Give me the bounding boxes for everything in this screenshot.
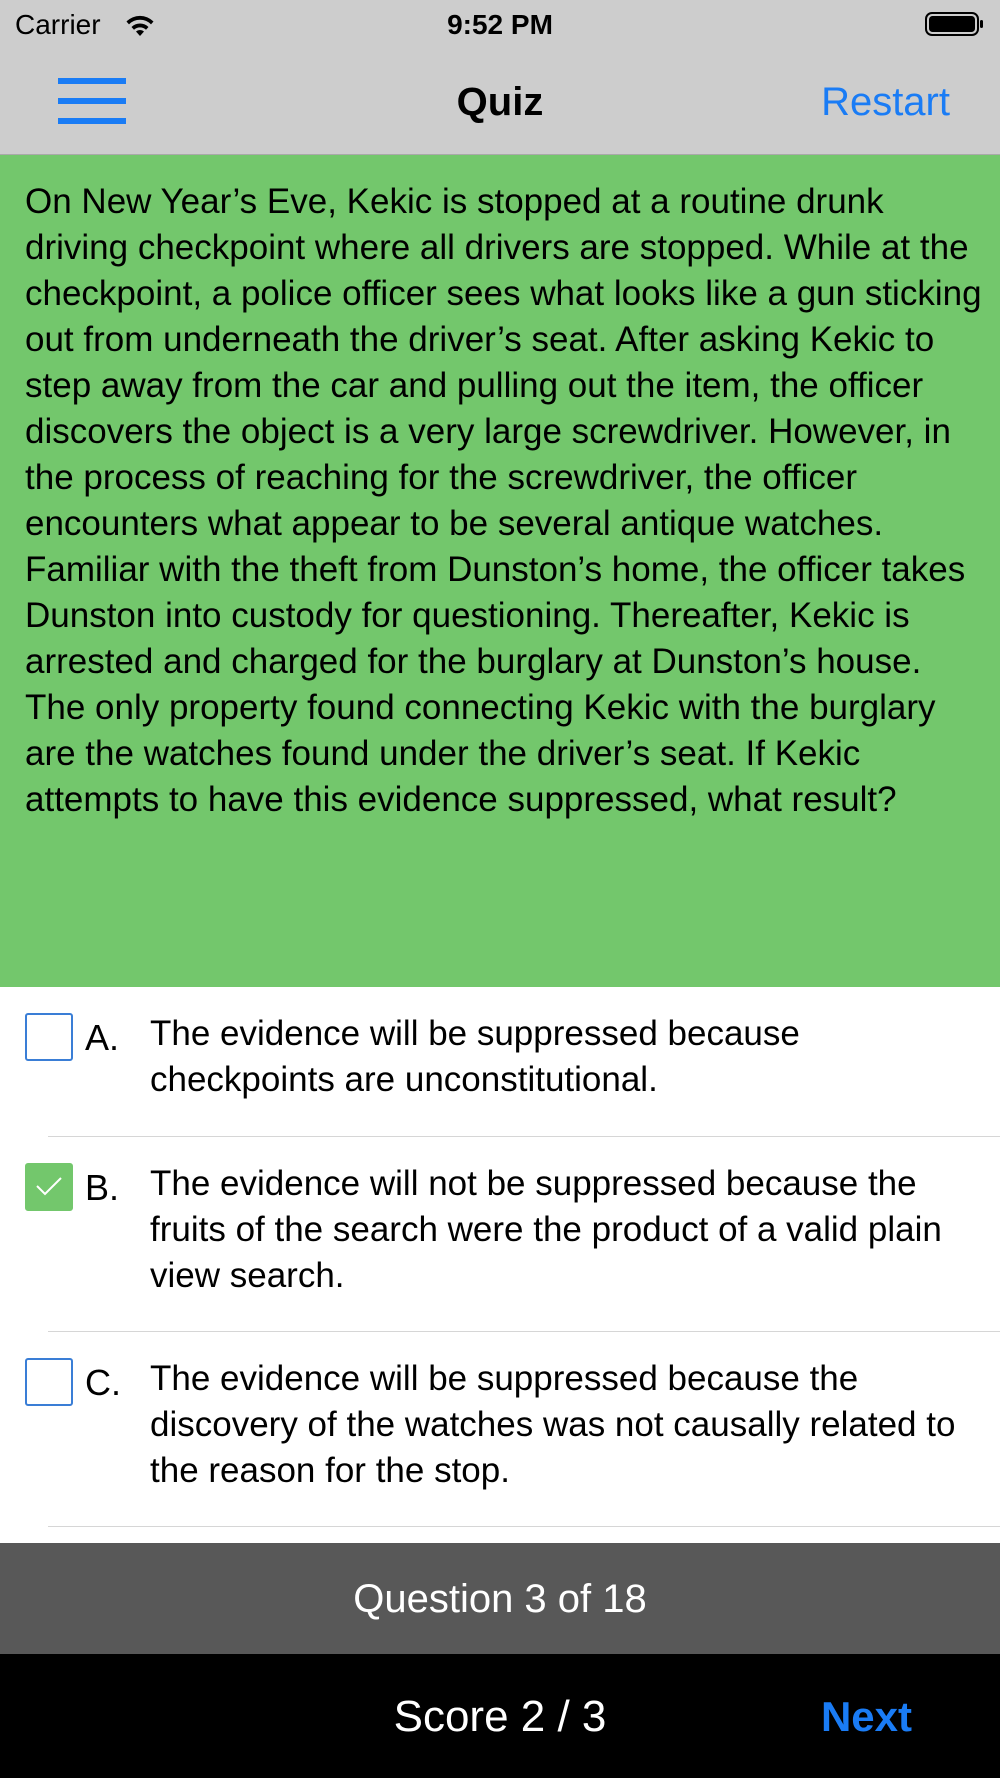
page-title: Quiz — [456, 80, 544, 124]
checkmark-icon — [35, 1175, 63, 1197]
answer-text: The evidence will be suppressed because checkpoints are unconstitutional. — [150, 1014, 800, 1099]
navigation-bar — [0, 50, 1000, 155]
answer-text: The evidence will not be suppressed because the fruits of the search were the product of a valid plain view search. — [150, 1164, 942, 1295]
checkbox-unchecked-icon[interactable] — [25, 1013, 73, 1061]
answer-option-b[interactable] — [0, 1137, 1000, 1332]
status-bar — [0, 0, 1000, 50]
answer-text: The evidence will be suppressed because the discovery of the watches was not causally related to the reason for the stop. — [150, 1359, 956, 1490]
carrier-label: Carrier — [15, 9, 101, 40]
checkbox-checked-icon[interactable] — [25, 1163, 73, 1211]
status-time: 9:52 PM — [447, 9, 553, 40]
answer-option-a[interactable] — [0, 987, 1000, 1137]
bottom-toolbar — [0, 1654, 1000, 1778]
answer-letter: B. — [85, 1167, 120, 1208]
question-panel — [0, 155, 1000, 987]
restart-button[interactable]: Restart — [821, 80, 950, 124]
next-button[interactable]: Next — [820, 1693, 912, 1740]
answer-letter: A. — [85, 1017, 120, 1058]
divider — [48, 1526, 1000, 1527]
answer-list — [0, 987, 1000, 1527]
answer-letter: C. — [85, 1362, 121, 1403]
battery-full-icon — [925, 11, 985, 37]
question-text: On New Year’s Eve, Kekic is stopped at a routine drunk driving checkpoint where all drivers are stopped. While at the checkpoint, a police officer sees what looks like a gun sticking out from underneath the driver’s seat. After asking Kekic to step away from the car and pulling out the item, the officer discovers the object is a very large screwdriver. However, in the process of reaching for the screwdriver, the officer encounters what appear to be several antique watches. Familiar with the theft from Dunston’s home, the officer takes Dunston into custody for questioning. Thereafter, Kekic is arrested and charged for the burglary at Dunston’s house. The only property found connecting Kekic with the burglary are the watches found under the driver’s seat. If Kekic attempts to have this evidence suppressed, what result? — [25, 182, 982, 819]
question-progress-label: Question 3 of 18 — [353, 1577, 647, 1621]
checkbox-unchecked-icon[interactable] — [25, 1358, 73, 1406]
question-progress-bar — [0, 1543, 1000, 1654]
score-label: Score 2 / 3 — [393, 1692, 607, 1741]
answer-option-c[interactable] — [0, 1332, 1000, 1527]
